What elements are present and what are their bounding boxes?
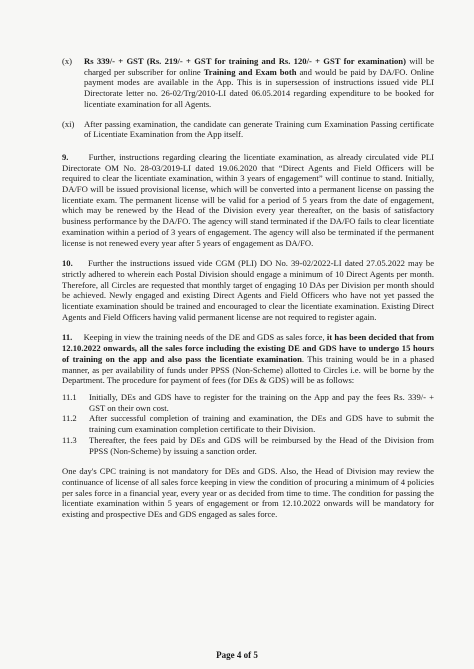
- sub-clause-11-2: [62, 413, 434, 434]
- clause-x-part-2: Training and Exam both: [203, 66, 297, 77]
- clause-xi-part-0: After passing examination, the candidate can generate Training cum Examination Passing certificate of Licentiate Examination from the App itself.: [84, 118, 434, 140]
- paragraph-9: [62, 152, 434, 248]
- clause-xi-label: (xi): [62, 118, 75, 129]
- paragraph-10-number: 10.: [62, 258, 73, 269]
- paragraph-11-part-1: it has been decided that from 12.10.2022 onwards, all the sales force including the existing DE and GDS have to undergo 15 hours of training on the app and also pass the licentiate examination: [62, 332, 435, 364]
- clause-x-text: [84, 56, 434, 110]
- sub-clause-text: After successful completion of training and examination, the DEs and GDS have to submit the training cum examination completion certificate to their Division.: [89, 413, 434, 435]
- sub-clause-label: 11.2: [62, 413, 77, 424]
- paragraph-9-text: Further, instructions regarding clearing the licentiate examination, as already circulated vide PLI Directorate OM No. 28-03/2019-LI dated 19.06.2020 that “Direct Agents and Field Officers will be required to clear the licentiate examination, within 3 years of engagement” will continue to stand. Initially, DA/FO will be issued provisional license, which will be converted into a permanent license on passing the licentiate exam. The permanent license will be valid for a period of 5 years from the date of engagement, which may be renewed by the Head of the Division every year thereafter, on the basis of satisfactory business performance by the DA/FO. The agency will stand terminated if the DA/FO fails to clear licentiate examination within a period of 3 years of engagement. The agency will also be terminated if the permanent license is not renewed every year after 5 years of engagement as DA/FO.: [62, 151, 434, 248]
- clause-xi-text: [84, 119, 434, 140]
- sub-clause-11-1: [62, 392, 434, 413]
- paragraph-11-part-0: Keeping in view the training needs of the DE and GDS as sales force,: [83, 332, 327, 343]
- closing-paragraph: One day's CPC training is not mandatory for DEs and GDS. Also, the Head of Division may review the continuance of license of all sales force keeping in view the condition of procuring a minimum of 4 policies per sales force in a financial year, every year or as decided from time to time. The condition for passing the licentiate examination within 5 years of engagement or from 12.10.2022 onwards will be mandatory for existing and prospective DEs and GDS engaged as sales force.: [62, 466, 434, 520]
- sub-clause-text: Initially, DEs and GDS have to register for the training on the App and pay the fees Rs. 339/- + GST on their own cost.: [89, 391, 434, 413]
- page-number: Page 4 of 5: [216, 650, 258, 660]
- clause-x-part-1: will be charged per subscriber for online: [84, 56, 435, 77]
- sub-clause-11-3: [62, 435, 434, 456]
- paragraph-11-part-2: . This training would be in a phased manner, as per availability of funds under PPSS (Non-Scheme) allotted to Circles i.e. will be borne by the Department. The procedure for payment of fees (for DEs & GDS) will be as follows:: [62, 353, 434, 386]
- clause-x-part-3: and would be paid by DA/FO. Online payment modes are available in the App. This is in supersession of instructions issued vide PLI Directorate letter no. 26-02/Trg/2010-LI dated 06.05.2014 regarding expenditure to be booked for licentiate examination for all Agents.: [84, 66, 435, 109]
- clause-xi: [62, 119, 434, 140]
- sub-clause-label: 11.3: [62, 434, 77, 445]
- clause-x-part-0: Rs 339/- + GST (Rs. 219/- + GST for training and Rs. 120/- + GST for examination): [84, 56, 406, 66]
- clause-x: [62, 56, 434, 110]
- paragraph-11: [62, 332, 434, 386]
- clause-x-label: (x): [62, 56, 73, 66]
- paragraph-9-number: 9.: [62, 151, 69, 162]
- sub-clauses: [62, 392, 434, 456]
- paragraph-10: [62, 258, 434, 322]
- sub-clause-text: Thereafter, the fees paid by DEs and GDS will be reimbursed by the Head of the Division from PPSS (Non-Scheme) by issuing a sanction order.: [89, 434, 434, 456]
- paragraph-11-number: 11.: [62, 332, 73, 343]
- sub-clause-label: 11.1: [62, 391, 77, 402]
- paragraph-10-text: Further the instructions issued vide CGM (PLI) DO No. 39-02/2022-LI dated 27.05.2022 may be strictly adhered to wherein each Postal Division should engage a minimum of 10 Direct Agents per month. Therefore, all Circles are requested that monthly target of engaging 10 DAs per Division per month should be achieved. Newly engaged and existing Direct Agents and Field Officers who have not yet passed the licentiate examination should be trained and encouraged to clear the licentiate examination. Existing Direct Agents and Field Officers having valid permanent license are not required to register again.: [62, 258, 435, 322]
